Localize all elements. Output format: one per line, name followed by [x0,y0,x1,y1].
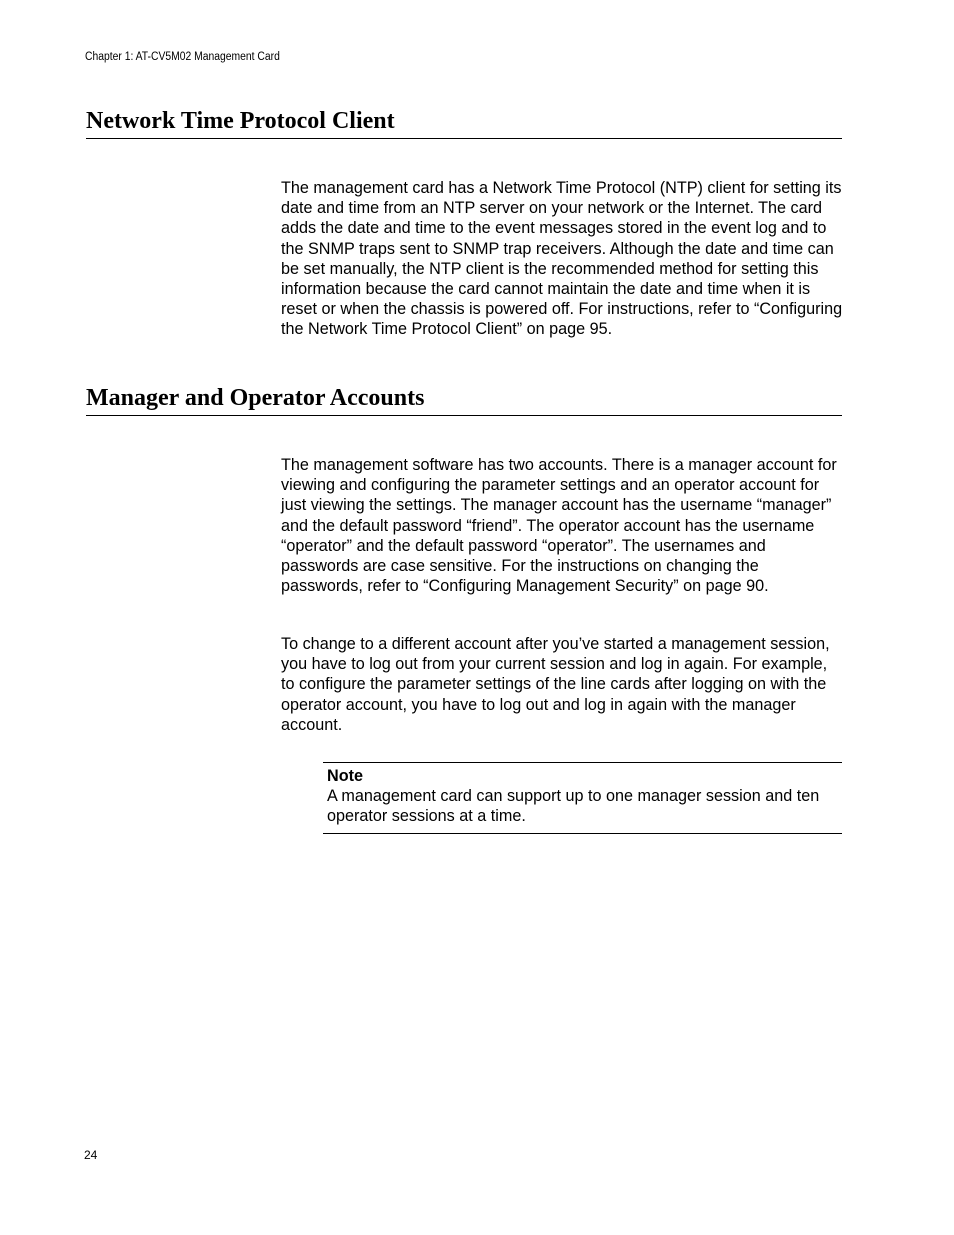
note-text: A management card can support up to one manager session and ten operator sessions at a time. [327,787,820,826]
page-number: 24 [84,1148,98,1162]
paragraph-change-account: To change to a different account after you’ve started a management session, you have to log out from your current session and log in again. For example, to configure the parameter settings of the line cards after logging on with the operator account, you have to log out and log in again with the manager account. [281,635,830,734]
note-box [323,762,842,834]
running-header: Chapter 1: AT-CV5M02 Management Card [85,51,280,63]
section-heading-accounts: Manager and Operator Accounts [86,383,842,416]
section-heading-ntp-client: Network Time Protocol Client [86,106,842,139]
note-title: Note [327,767,363,785]
paragraph-accounts-overview: The management software has two accounts. There is a manager account for viewing and configuring the parameter settings and an operator account for just viewing the settings. The manager account has the username “manager” and the default password “friend”. The operator account has the username “operator” and the default password “operator”. The usernames and passwords are case sensitive. For the instructions on changing the passwords, refer to “Configuring Management Security” on page 90. [281,456,837,596]
paragraph-ntp-client: The management card has a Network Time Protocol (NTP) client for setting its date and time from an NTP server on your network or the Internet. The card adds the date and time to the event messages stored in the event log and to the SNMP traps sent to SNMP trap receivers. Although the date and time can be set manually, the NTP client is the recommended method for setting this information because the card cannot maintain the date and time when it is reset or when the chassis is powered off. For instructions, refer to “Configuring the Network Time Protocol Client” on page 95. [281,179,843,339]
